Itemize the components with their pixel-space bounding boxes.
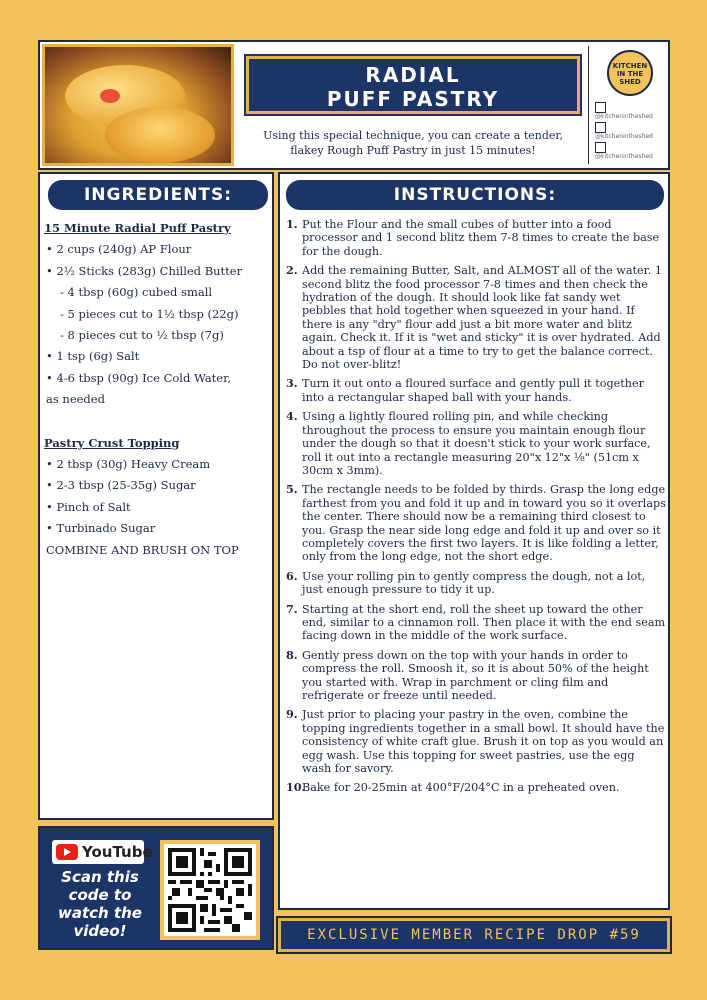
step-number: 10. bbox=[286, 780, 306, 795]
instruction-step bbox=[286, 410, 666, 477]
header-card bbox=[38, 40, 670, 170]
ingredient-item: - 8 pieces cut to ½ tbsp (7g) bbox=[60, 328, 224, 343]
ingredient-item: • 2½ Sticks (283g) Chilled Butter bbox=[46, 263, 243, 278]
step-text: Turn it out onto a floured surface and gently pull it together into a rectangular shaped ball with your hands. bbox=[302, 377, 644, 404]
instruction-step bbox=[286, 708, 666, 775]
instruction-step bbox=[286, 483, 666, 563]
instructions-list bbox=[286, 218, 666, 801]
step-text: Just prior to placing your pastry in the oven, combine the topping ingredients together in a small bowl. It should have the consistency of white craft glue. Brush it on top as you would an egg wash. Use this topping for sweet pastries, use the egg wash for savory. bbox=[302, 708, 665, 776]
facebook-icon bbox=[595, 142, 606, 153]
instructions-heading: INSTRUCTIONS: bbox=[286, 180, 664, 210]
ingredient-item: • 2 cups (240g) AP Flour bbox=[46, 242, 192, 257]
topping-group-title: Pastry Crust Topping bbox=[44, 435, 180, 450]
ingredient-item: as needed bbox=[46, 392, 105, 407]
instruction-step bbox=[286, 264, 666, 371]
social-handle-3[interactable]: @kitchenintheshed bbox=[595, 142, 665, 156]
step-number: 6. bbox=[286, 568, 298, 583]
step-number: 1. bbox=[286, 217, 298, 231]
instruction-step bbox=[286, 649, 666, 703]
step-text: Add the remaining Butter, Salt, and ALMOST all of the water. 1 second blitz the food processor 7-8 times and then check the hydration of the dough. It should look like fat sandy wet pebbles that hold together when squeezed in your hand. If there is any "dry" flour add just a bit more water and blitz again. Check it. If it is "wet and sticky" it is over hydrated. Add about a tsp of flour at a time to try to get the balance correct. Do not over-blitz! bbox=[302, 264, 662, 372]
subtitle: Using this special technique, you can create a tender, flakey Rough Puff Pastry in just 15 minutes! bbox=[263, 129, 563, 157]
ingredients-list bbox=[44, 218, 272, 561]
youtube-icon bbox=[595, 122, 606, 133]
instructions-card bbox=[278, 172, 670, 910]
ingredients-group-title: 15 Minute Radial Puff Pastry bbox=[44, 221, 231, 235]
step-text: Using a lightly floured rolling pin, and while checking throughout the process to ensure you maintain enough flour under the dough so that it doesn't stick to your work surface, roll it out into a rectangle measuring 20"x 12"x ⅛" (51cm x 30cm x 3mm). bbox=[302, 410, 651, 477]
ingredient-item: • 2-3 tbsp (25-35g) Sugar bbox=[46, 478, 196, 493]
qr-code-icon bbox=[168, 848, 252, 932]
step-text: Use your rolling pin to gently compress the dough, not a lot, just enough pressure to tidy it up. bbox=[302, 569, 646, 597]
ingredient-item: • 1 tsp (6g) Salt bbox=[46, 349, 140, 364]
step-text: The rectangle needs to be folded by thirds. Grasp the long edge farthest from you and fold it up and in toward you so it overlaps the center. There should now be a remaining third closest to you. Grasp the near side long edge and fold it up and over so it completely covers the first two layers. It is like folding a letter, only from the long edge, not the short edge. bbox=[302, 483, 666, 564]
scan-cta: Scan this code to watch the video! bbox=[58, 868, 142, 940]
instruction-step bbox=[286, 218, 666, 258]
step-number: 9. bbox=[286, 707, 298, 722]
step-text: Starting at the short end, roll the sheet up toward the other end, similar to a cinnamon roll. Then place it with the end seam facing down in the middle of the work surface. bbox=[302, 602, 666, 643]
social-handle-2[interactable]: @kitchenintheshed bbox=[595, 122, 665, 136]
brand-panel bbox=[588, 46, 666, 164]
instagram-icon bbox=[595, 102, 606, 113]
step-number: 8. bbox=[286, 647, 298, 662]
ingredient-item: • 2 tbsp (30g) Heavy Cream bbox=[46, 457, 211, 472]
title-line-2: PUFF PASTRY bbox=[326, 87, 500, 111]
step-text: Gently press down on the top with your hands in order to compress the roll. Smoosh it, so it is about 50% of the height you started with. Wrap in parchment or cling film and refrigerate or freeze until needed. bbox=[302, 648, 649, 702]
pastry-photo bbox=[42, 44, 234, 166]
instruction-step bbox=[286, 377, 666, 404]
step-number: 3. bbox=[286, 376, 298, 391]
play-icon bbox=[56, 844, 78, 860]
ingredients-card bbox=[38, 172, 274, 820]
social-handle-1[interactable]: @kitchenintheshed bbox=[595, 102, 665, 116]
youtube-logo[interactable]: YouTube bbox=[52, 840, 144, 864]
step-number: 7. bbox=[286, 601, 298, 616]
title-line-1: RADIAL bbox=[365, 63, 461, 87]
instruction-step bbox=[286, 781, 666, 794]
instruction-step bbox=[286, 603, 666, 643]
step-text: Bake for 20-25min at 400°F/204°C in a preheated oven. bbox=[302, 781, 620, 795]
youtube-card bbox=[38, 826, 274, 950]
step-number: 5. bbox=[286, 482, 298, 497]
instruction-step bbox=[286, 570, 666, 597]
ingredient-item: • 4-6 tbsp (90g) Ice Cold Water, bbox=[46, 370, 231, 385]
ingredient-item: • Pinch of Salt bbox=[46, 499, 131, 514]
member-drop-banner: EXCLUSIVE MEMBER RECIPE DROP #59 bbox=[278, 918, 670, 952]
ingredient-item: • Turbinado Sugar bbox=[46, 521, 156, 536]
ingredient-item: - 4 tbsp (60g) cubed small bbox=[60, 285, 213, 300]
title-banner bbox=[246, 56, 580, 114]
ingredient-item: - 5 pieces cut to 1½ tbsp (22g) bbox=[60, 306, 239, 321]
ingredient-item: COMBINE AND BRUSH ON TOP bbox=[46, 542, 239, 557]
ingredients-heading: INGREDIENTS: bbox=[48, 180, 268, 210]
step-number: 4. bbox=[286, 409, 298, 424]
brand-logo: KITCHEN IN THE SHED bbox=[607, 50, 653, 96]
qr-code[interactable] bbox=[160, 840, 260, 940]
step-number: 2. bbox=[286, 263, 298, 278]
step-text: Put the Flour and the small cubes of butter into a food processor and 1 second blitz them 7-8 times to create the base for the dough. bbox=[302, 218, 660, 258]
